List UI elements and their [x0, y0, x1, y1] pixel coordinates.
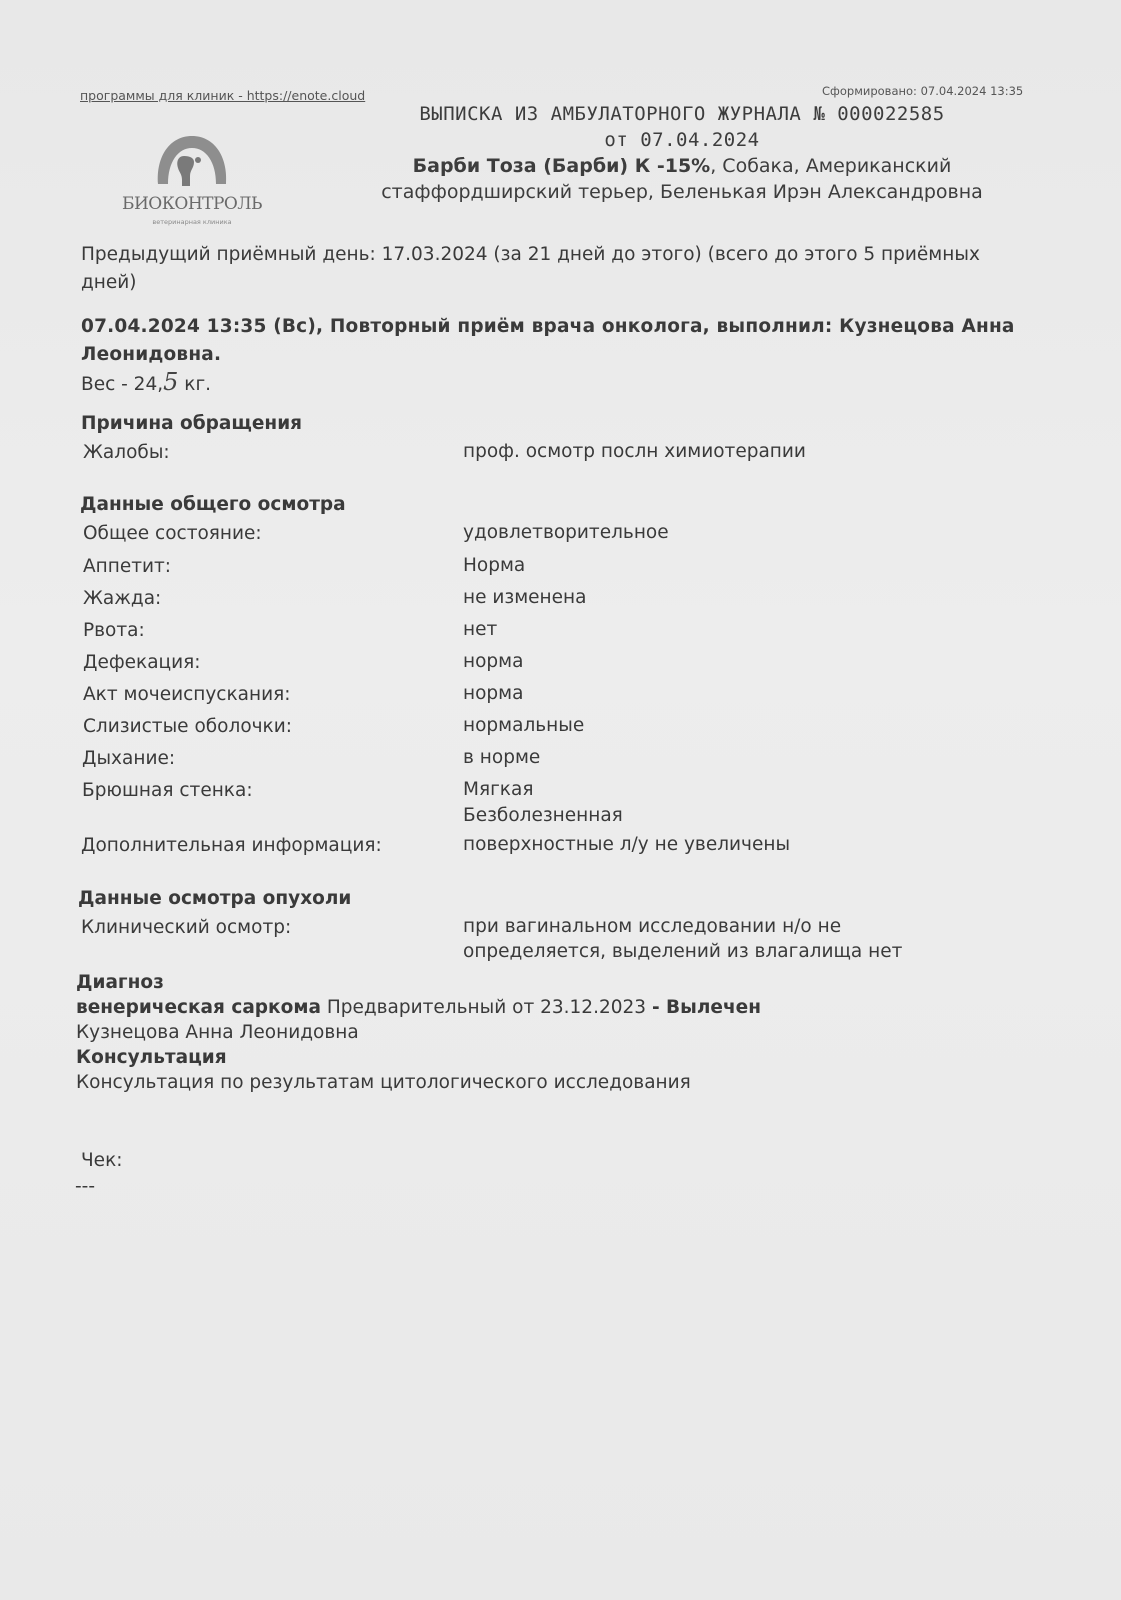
tumor-exam-label: Клинический осмотр: — [81, 917, 292, 938]
exam-value: норма — [463, 683, 524, 704]
exam-label: Аппетит: — [83, 556, 172, 577]
generated-timestamp: Сформировано: 07.04.2024 13:35 — [822, 84, 1024, 98]
document-title: ВЫПИСКА ИЗ АМБУЛАТОРНОГО ЖУРНАЛА № 000022585 — [419, 103, 945, 125]
exam-label: Брюшная стенка: — [82, 780, 253, 801]
software-link[interactable]: программы для клиник - https://enote.cloud — [80, 88, 366, 103]
tumor-exam-value-1: при вагинальном исследовании н/о не — [463, 916, 842, 937]
patient-name: Барби Тоза (Барби) К -15% — [412, 155, 711, 177]
exam-value: поверхностные л/у не увеличены — [463, 834, 791, 855]
weight-handwritten: 5 — [163, 368, 179, 396]
clinic-logo — [112, 126, 272, 232]
consultation-heading: Консультация — [76, 1047, 227, 1068]
complaints-value: проф. осмотр послн химиотерапии — [463, 441, 806, 462]
clinic-logo-subtitle: ветеринарная клиника — [152, 218, 232, 226]
document-date: от 07.04.2024 — [604, 129, 760, 151]
exam-value: в норме — [463, 747, 541, 768]
exam-label: Дыхание: — [82, 748, 176, 769]
exam-value: норма — [463, 651, 524, 672]
exam-label: Дополнительная информация: — [81, 835, 382, 856]
exam-label: Общее состояние: — [83, 523, 262, 544]
patient-species: , Собака, Американский — [710, 155, 952, 177]
exam-value: Норма — [463, 555, 526, 576]
complaints-label: Жалобы: — [83, 442, 170, 463]
exam-value: нет — [463, 619, 498, 640]
general-exam-heading: Данные общего осмотра — [80, 494, 346, 515]
exam-value-2: Безболезненная — [463, 805, 623, 826]
previous-visit: Предыдущий приёмный день: 17.03.2024 (за 21 дней до этого) (всего до этого 5 приёмных дней) — [81, 244, 980, 293]
exam-label: Дефекация: — [83, 652, 201, 673]
exam-label: Слизистые оболочки: — [83, 716, 292, 737]
exam-label: Рвота: — [83, 620, 145, 641]
diagnosis-heading: Диагноз — [76, 972, 164, 993]
tumor-exam-heading: Данные осмотра опухоли — [78, 888, 352, 909]
exam-value: Мягкая — [463, 779, 534, 800]
patient-line-1 — [340, 153, 1024, 179]
exam-value: не изменена — [463, 587, 587, 608]
weight-prefix: Вес - 24, — [81, 374, 164, 395]
document-header — [340, 101, 1024, 205]
clinic-logo-name: БИОКОНТРОЛЬ — [121, 194, 263, 214]
reason-heading: Причина обращения — [81, 413, 303, 434]
weight-unit: кг. — [184, 374, 212, 395]
consultation-text: Консультация по результатам цитологического исследования — [76, 1072, 691, 1093]
receipt-value: --- — [75, 1176, 96, 1197]
diagnosis-name: венерическая саркома — [76, 997, 321, 1018]
exam-label: Жажда: — [83, 588, 162, 609]
exam-value: удовлетворительное — [463, 522, 669, 543]
exam-label: Акт мочеиспускания: — [83, 684, 291, 705]
weight-line — [81, 368, 211, 399]
diagnosis-status: - Вылечен — [651, 997, 762, 1018]
exam-value: нормальные — [463, 715, 585, 736]
diagnosis-detail: Предварительный от 23.12.2023 — [320, 997, 652, 1018]
receipt-label: Чек: — [81, 1150, 123, 1171]
patient-line-2: стаффордширский терьер, Беленькая Ирэн Александровна — [381, 181, 983, 203]
diagnosis-doctor: Кузнецова Анна Леонидовна — [76, 1022, 359, 1043]
diagnosis-line — [76, 997, 761, 1018]
visit-title: 07.04.2024 13:35 (Вс), Повторный приём врача онколога, выполнил: Кузнецова Анна Леонидовна. — [81, 316, 1015, 365]
clinic-logo-icon — [112, 126, 272, 196]
tumor-exam-value-2: определяется, выделений из влагалища нет — [463, 941, 903, 962]
